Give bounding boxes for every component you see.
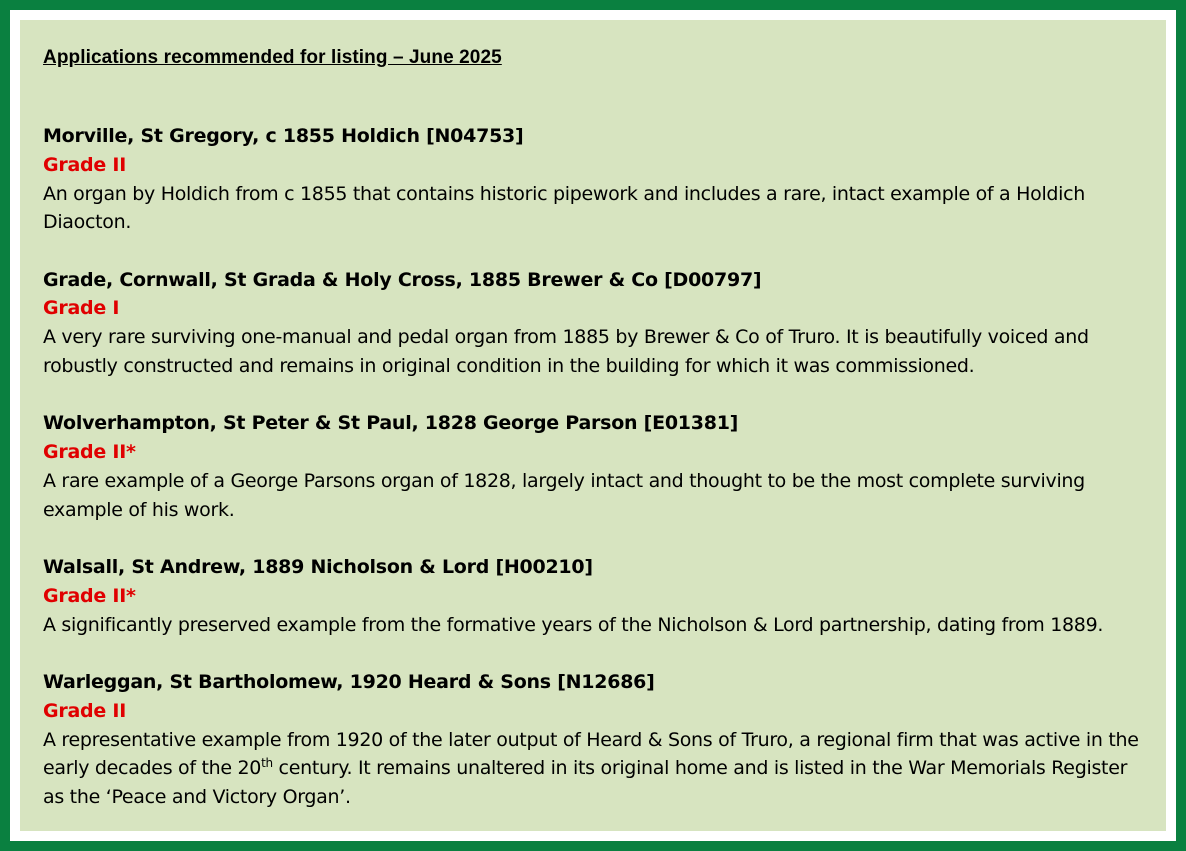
page-title: Applications recommended for listing – June 2025: [43, 47, 502, 68]
entry-heading: Morville, St Gregory, c 1855 Holdich [N04753]: [43, 125, 524, 147]
description-text: A representative example from 1920 of the later output of Heard & Sons of Truro, a regional firm that was active in the early decades of the 20: [43, 728, 1139, 780]
entry-grade: Grade II*: [43, 584, 136, 607]
entry-walsall: [43, 553, 1144, 639]
entry-description: [43, 726, 1144, 812]
entry-morville: [43, 122, 1144, 237]
entries-list: [43, 122, 1144, 812]
entry-description: A significantly preserved example from the formative years of the Nicholson & Lord partnership, dating from 1889.: [43, 613, 1104, 636]
entry-description: A rare example of a George Parsons organ of 1828, largely intact and thought to be the most complete surviving example of his work.: [43, 469, 1085, 521]
entry-description: A very rare surviving one-manual and pedal organ from 1885 by Brewer & Co of Truro. It is beautifully voiced and robustly constructed and remains in original condition in the building for which it was commissioned.: [43, 326, 1089, 378]
entry-heading: Wolverhampton, St Peter & St Paul, 1828 George Parson [E01381]: [43, 412, 739, 435]
entry-warleggan: [43, 668, 1144, 812]
entry-grade: Grade II: [43, 699, 127, 722]
entry-grade: Grade II*: [43, 441, 136, 464]
entry-heading: Grade, Cornwall, St Grada & Holy Cross, 1885 Brewer & Co [D00797]: [43, 268, 762, 291]
entry-grade: Grade II: [43, 153, 127, 176]
entry-wolverhampton: [43, 409, 1144, 524]
entry-grade: Grade I: [43, 297, 120, 320]
entry-heading: Warleggan, St Bartholomew, 1920 Heard & Sons [N12686]: [43, 670, 655, 693]
ordinal-suffix: th: [261, 756, 273, 771]
listing-panel: [20, 20, 1166, 831]
entry-description: An organ by Holdich from c 1855 that contains historic pipework and includes a rare, intact example of a Holdich Diaocton.: [43, 182, 1086, 234]
description-text: century. It remains unaltered in its original home and is listed in the War Memorials Register as the ‘Peace and Victory Organ’.: [43, 757, 1128, 809]
entry-grade-cornwall: [43, 266, 1144, 381]
entry-heading: Walsall, St Andrew, 1889 Nicholson & Lord [H00210]: [43, 556, 593, 579]
